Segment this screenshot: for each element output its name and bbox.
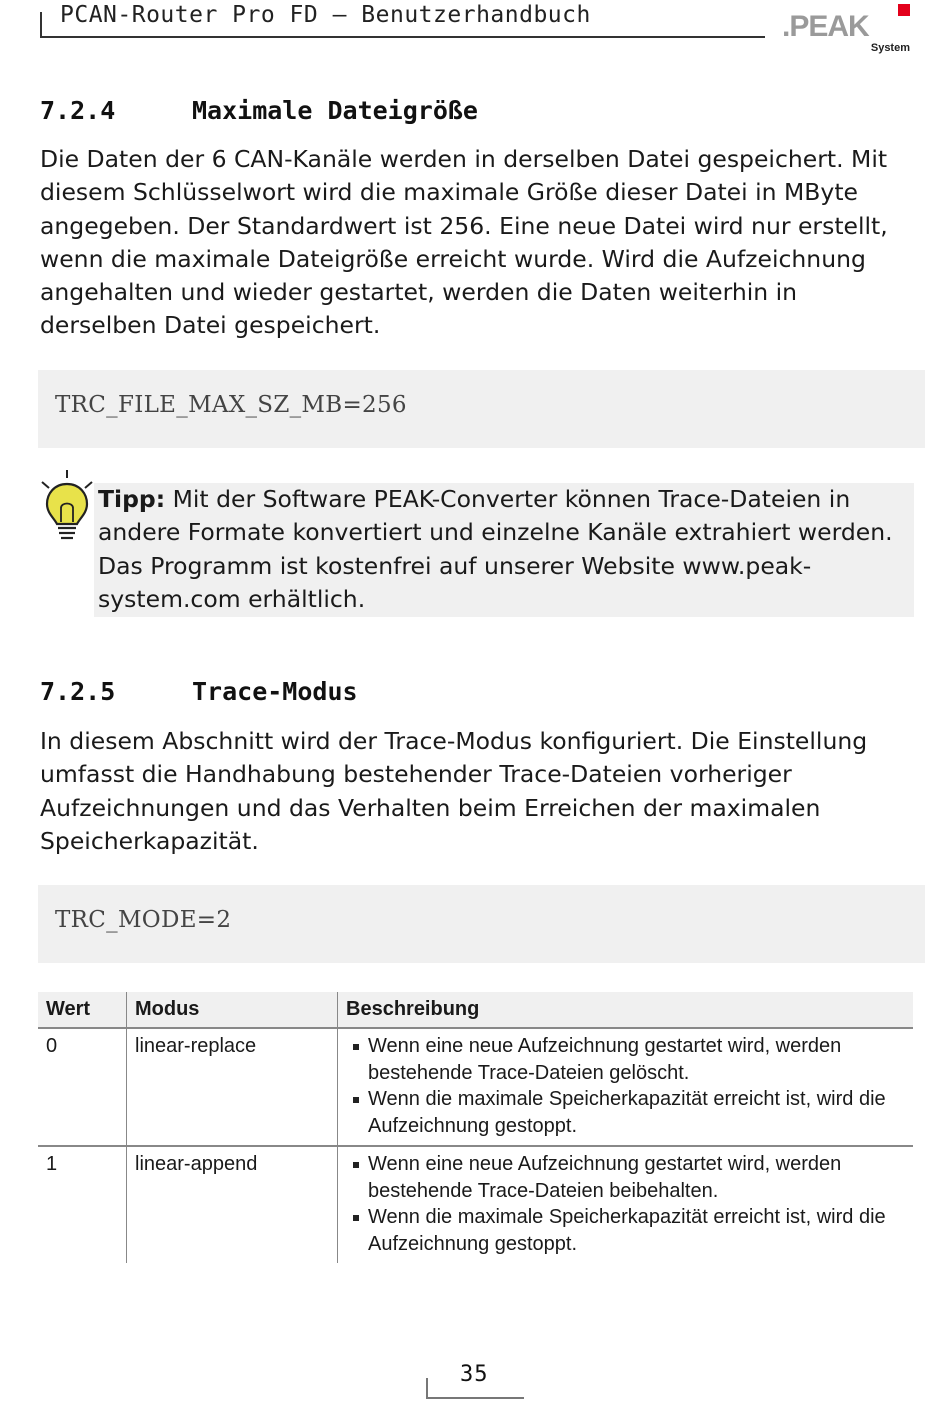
- section-heading-7-2-4: [40, 96, 478, 125]
- bullet-list: [346, 1033, 905, 1139]
- logo-subtitle: System: [870, 42, 910, 54]
- table-header-row: [38, 992, 913, 1028]
- code-text: TRC_MODE=2: [55, 907, 232, 933]
- logo-red-square: [898, 4, 910, 16]
- section-paragraph: Die Daten der 6 CAN-Kanäle werden in derselben Datei gespeichert. Mit diesem Schlüsselwort wird die maximale Größe dieser Datei in MByte angegeben. Der Standardwert ist 256. Eine neue Datei wird nur erstellt, wenn die maximale Dateigröße erreicht wurde. Wird die Aufzeichnung angehalten und wieder gestartet, werden die Daten weiterhin in derselben Datei gespeichert.: [40, 145, 888, 340]
- code-block: [38, 885, 925, 963]
- section-number: 7.2.4: [40, 96, 116, 125]
- column-header-modus: Modus: [127, 992, 338, 1028]
- header-rule: [40, 36, 765, 38]
- section-heading-7-2-5: [40, 677, 358, 706]
- cell-modus: linear-append: [127, 1146, 338, 1263]
- peak-logo: [782, 4, 914, 60]
- tip-body: Mit der Software PEAK-Converter können Trace-Dateien in andere Formate konvertiert und einzelne Kanäle extrahiert werden. Das Programm ist kostenfrei auf unserer Website www.peak-system.com erhältlich.: [98, 485, 893, 613]
- cell-wert: 1: [46, 1153, 58, 1175]
- section-title: Maximale Dateigröße: [192, 96, 478, 125]
- code-text: TRC_FILE_MAX_SZ_MB=256: [55, 392, 407, 418]
- list-item: Wenn die maximale Speicherkapazität erreicht ist, wird die Aufzeichnung gestoppt.: [352, 1086, 905, 1139]
- column-header-beschreibung: Beschreibung: [338, 992, 914, 1028]
- cell-beschreibung: [338, 1028, 914, 1146]
- cell-wert: 0: [38, 1028, 127, 1146]
- table-row: [38, 1146, 913, 1263]
- tip-label: Tipp:: [98, 485, 166, 513]
- section-title: Trace-Modus: [192, 677, 358, 706]
- table-row: [38, 1028, 913, 1146]
- bullet-list: [346, 1151, 905, 1257]
- footer-rule: [426, 1397, 524, 1399]
- cell-beschreibung: [338, 1146, 914, 1263]
- list-item: Wenn eine neue Aufzeichnung gestartet wird, werden bestehende Trace-Dateien gelöscht.: [352, 1033, 905, 1086]
- logo-wordmark: .PEAK: [782, 10, 869, 43]
- list-item: Wenn die maximale Speicherkapazität erreicht ist, wird die Aufzeichnung gestoppt.: [352, 1204, 905, 1257]
- list-item: Wenn eine neue Aufzeichnung gestartet wird, werden bestehende Trace-Dateien beibehalten.: [352, 1151, 905, 1204]
- document-title: PCAN-Router Pro FD – Benutzerhandbuch: [60, 2, 591, 28]
- tip-box: [94, 483, 914, 617]
- trace-mode-table: [38, 992, 913, 1263]
- cell-modus: linear-replace: [127, 1028, 338, 1146]
- code-block: [38, 370, 925, 448]
- tip-text: [98, 483, 912, 616]
- header-rule-tick: [40, 12, 42, 38]
- section-paragraph: In diesem Abschnitt wird der Trace-Modus konfiguriert. Die Einstellung umfasst die Handhabung bestehender Trace-Dateien vorheriger Aufzeichnungen und das Verhalten beim Erreichen der maximalen Speicherkapazität.: [40, 727, 868, 855]
- lightbulb-icon: [38, 468, 96, 544]
- page-number: 35: [460, 1362, 489, 1387]
- footer-rule-tick: [426, 1378, 428, 1399]
- column-header-wert: Wert: [38, 992, 127, 1028]
- section-number: 7.2.5: [40, 677, 116, 706]
